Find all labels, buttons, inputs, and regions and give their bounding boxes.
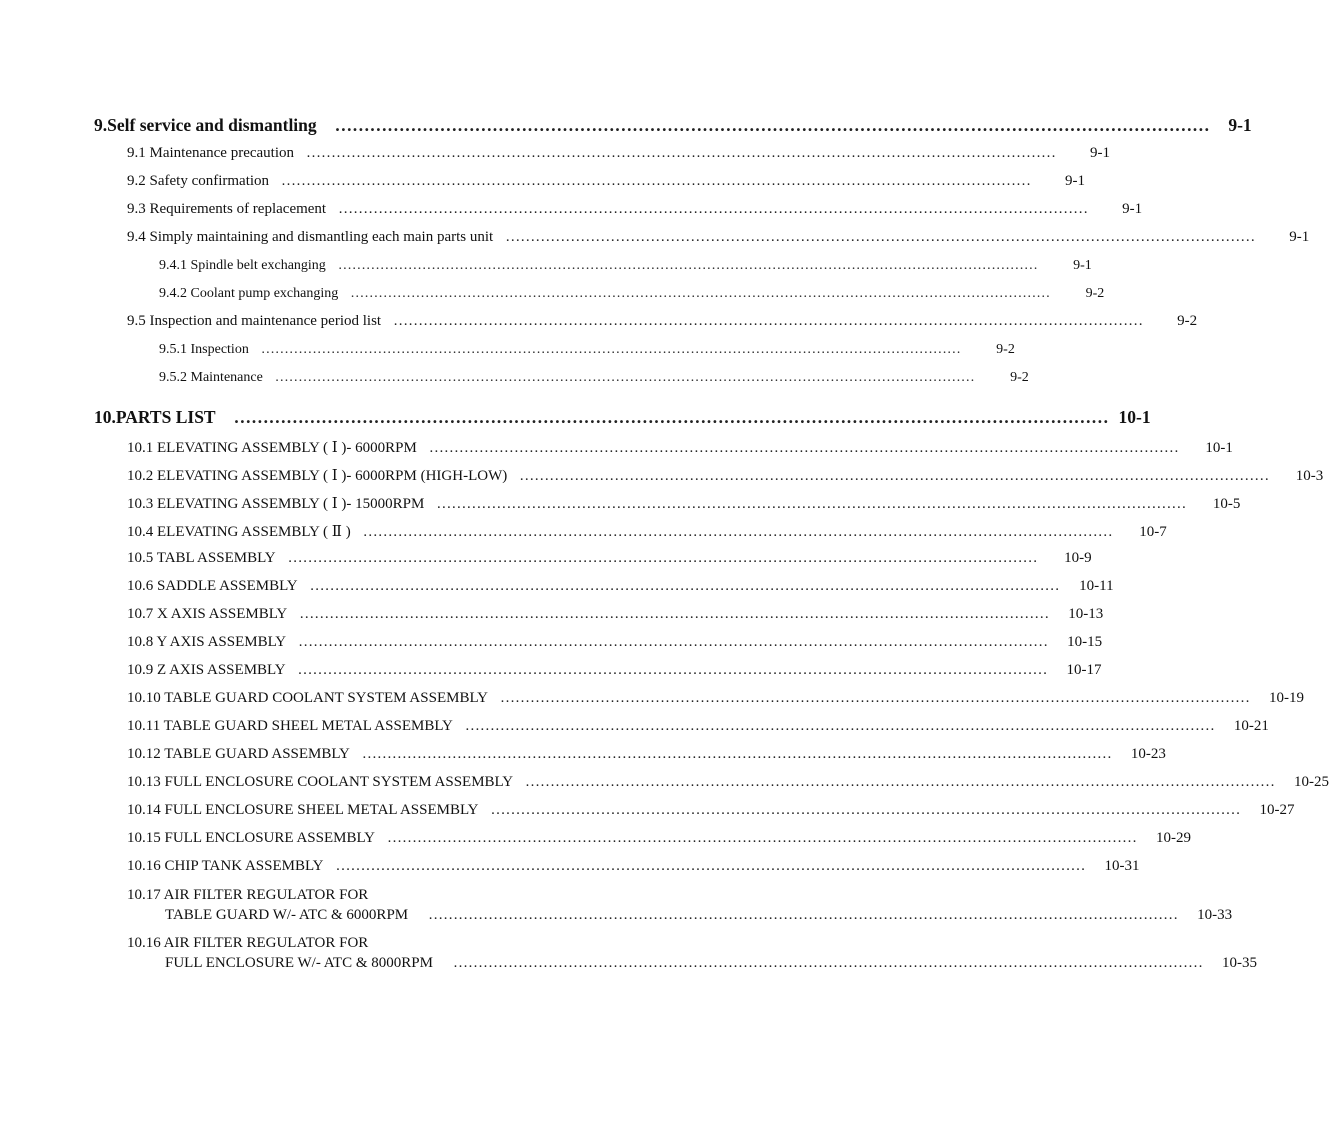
dot-leader: …………………………………………………………………………………………………………………………………… xyxy=(452,955,1203,971)
page-number: 10-17 xyxy=(1066,662,1102,678)
toc-entry[interactable] xyxy=(127,690,1304,707)
entry-title: 10.16 CHIP TANK ASSEMBLY xyxy=(127,858,324,874)
toc-entry[interactable] xyxy=(127,830,1191,847)
page-number: 10-13 xyxy=(1068,606,1104,622)
entry-title: 10.2 ELEVATING ASSEMBLY ( Ⅰ )- 6000RPM (HIGH-LOW) xyxy=(127,468,508,484)
toc-entry[interactable] xyxy=(127,550,1092,567)
dot-leader: …………………………………………………………………………………………………………………………………… xyxy=(334,115,1210,135)
entry-title: 10.11 TABLE GUARD SHEEL METAL ASSEMBLY xyxy=(127,718,453,734)
chapter-title: PARTS LIST xyxy=(115,407,216,427)
entry-title: 10.3 ELEVATING ASSEMBLY ( Ⅰ )- 15000RPM xyxy=(127,496,425,512)
page-number: 10-1 xyxy=(1118,407,1151,427)
entry-title: 10.12 TABLE GUARD ASSEMBLY xyxy=(127,746,350,762)
entry-title: 10.14 FULL ENCLOSURE SHEEL METAL ASSEMBLY xyxy=(127,802,479,818)
toc-subentry[interactable] xyxy=(159,258,1092,274)
page-number: 9-2 xyxy=(1085,286,1105,301)
toc-entry[interactable] xyxy=(127,313,1198,330)
entry-title: 9.5.1 Inspection xyxy=(159,342,249,357)
toc-entry[interactable] xyxy=(127,466,1324,485)
entry-title: 10.4 ELEVATING ASSEMBLY ( Ⅱ ) xyxy=(127,524,351,540)
toc-entry[interactable] xyxy=(127,201,1143,218)
toc-entry[interactable] xyxy=(127,494,1241,513)
toc-chapter-9[interactable] xyxy=(94,115,1252,136)
dot-leader: …………………………………………………………………………………………………………………………………… xyxy=(490,802,1241,818)
toc-entry[interactable] xyxy=(127,606,1104,623)
page-number: 9-2 xyxy=(1010,370,1029,385)
dot-leader: …………………………………………………………………………………………………………………………………… xyxy=(337,258,1038,273)
entry-title-continued-row xyxy=(127,905,1233,925)
entry-title-continued: FULL ENCLOSURE W/- ATC & 8000RPM xyxy=(165,955,433,971)
dot-leader: …………………………………………………………………………………………………………………………………… xyxy=(299,606,1050,622)
toc-entry[interactable] xyxy=(127,522,1167,541)
page-number: 10-21 xyxy=(1233,718,1269,734)
toc-subentry[interactable] xyxy=(159,286,1105,302)
toc-entry[interactable] xyxy=(127,662,1102,679)
toc-entry[interactable] xyxy=(127,774,1329,791)
toc-subentry[interactable] xyxy=(159,370,1029,386)
toc-entry[interactable] xyxy=(127,634,1103,651)
dot-leader: …………………………………………………………………………………………………………………………………… xyxy=(499,690,1250,706)
entry-title: 10.17 AIR FILTER REGULATOR FOR xyxy=(127,887,369,903)
page-number: 10-5 xyxy=(1212,496,1241,512)
page-number: 10-23 xyxy=(1130,746,1166,762)
dot-leader: …………………………………………………………………………………………………………………………………… xyxy=(274,370,975,385)
toc-entry[interactable] xyxy=(127,858,1140,875)
dot-leader: …………………………………………………………………………………………………………………………………… xyxy=(428,440,1179,456)
entry-title: 9.3 Requirements of replacement xyxy=(127,201,327,217)
page-number: 9-2 xyxy=(1177,313,1198,329)
page-number: 10-31 xyxy=(1104,858,1140,874)
entry-title-continued-row xyxy=(127,953,1257,973)
dot-leader: …………………………………………………………………………………………………………………………………… xyxy=(436,496,1187,512)
toc-entry[interactable] xyxy=(127,578,1114,595)
chapter-title: Self service and dismantling xyxy=(107,115,317,135)
entry-title: 10.10 TABLE GUARD COOLANT SYSTEM ASSEMBLY xyxy=(127,690,488,706)
page-number: 10-25 xyxy=(1294,774,1329,790)
dot-leader: …………………………………………………………………………………………………………………………………… xyxy=(393,313,1144,329)
dot-leader: …………………………………………………………………………………………………………………………………… xyxy=(464,718,1215,734)
toc-entry[interactable] xyxy=(127,438,1233,457)
toc-entry[interactable] xyxy=(127,746,1166,763)
entry-title: 10.8 Y AXIS ASSEMBLY xyxy=(127,634,287,650)
toc-entry[interactable] xyxy=(127,802,1295,819)
dot-leader: …………………………………………………………………………………………………………………………………… xyxy=(350,286,1051,301)
entry-title: 10.1 ELEVATING ASSEMBLY ( Ⅰ )- 6000RPM xyxy=(127,440,417,456)
page-number: 10-33 xyxy=(1197,907,1233,923)
dot-leader: …………………………………………………………………………………………………………………………………… xyxy=(260,342,961,357)
toc-entry[interactable] xyxy=(127,145,1111,162)
page-number: 10-15 xyxy=(1067,634,1103,650)
page-number: 10-19 xyxy=(1268,690,1304,706)
entry-title: 9.1 Maintenance precaution xyxy=(127,145,295,161)
page-number: 10-35 xyxy=(1221,955,1257,971)
toc-entry-multiline[interactable] xyxy=(127,933,1257,973)
chapter-number: 9. xyxy=(94,115,108,135)
page-number: 10-3 xyxy=(1295,468,1324,484)
entry-title: 9.4.2 Coolant pump exchanging xyxy=(159,286,339,301)
toc-entry[interactable] xyxy=(127,229,1310,246)
entry-title: 9.5.2 Maintenance xyxy=(159,370,263,385)
entry-title: 9.4.1 Spindle belt exchanging xyxy=(159,258,326,273)
toc-subentry[interactable] xyxy=(159,342,1015,358)
toc-entry[interactable] xyxy=(127,718,1269,735)
dot-leader: …………………………………………………………………………………………………………………………………… xyxy=(386,830,1137,846)
page-number: 9-1 xyxy=(1073,258,1092,273)
entry-title: 9.4 Simply maintaining and dismantling each main parts unit xyxy=(127,229,494,245)
dot-leader: …………………………………………………………………………………………………………………………………… xyxy=(505,229,1256,245)
dot-leader: …………………………………………………………………………………………………………………………………… xyxy=(281,173,1032,189)
entry-title: 10.13 FULL ENCLOSURE COOLANT SYSTEM ASSEMBLY xyxy=(127,774,514,790)
dot-leader: …………………………………………………………………………………………………………………………………… xyxy=(233,407,1109,427)
toc-chapter-10[interactable] xyxy=(94,407,1151,428)
page-number: 10-29 xyxy=(1155,830,1191,846)
dot-leader: …………………………………………………………………………………………………………………………………… xyxy=(525,774,1276,790)
dot-leader: …………………………………………………………………………………………………………………………………… xyxy=(298,634,1049,650)
dot-leader: …………………………………………………………………………………………………………………………………… xyxy=(362,524,1113,540)
dot-leader: …………………………………………………………………………………………………………………………………… xyxy=(428,907,1179,923)
dot-leader: …………………………………………………………………………………………………………………………………… xyxy=(287,550,1038,566)
page-number: 9-1 xyxy=(1065,173,1086,189)
dot-leader: …………………………………………………………………………………………………………………………………… xyxy=(519,468,1270,484)
page-number: 9-1 xyxy=(1122,201,1143,217)
dot-leader: …………………………………………………………………………………………………………………………………… xyxy=(338,201,1089,217)
entry-title-continued: TABLE GUARD W/- ATC & 6000RPM xyxy=(165,907,409,923)
entry-title: 10.5 TABL ASSEMBLY xyxy=(127,550,276,566)
entry-title: 9.5 Inspection and maintenance period list xyxy=(127,313,382,329)
page-number: 10-11 xyxy=(1079,578,1114,594)
page-number: 10-1 xyxy=(1205,440,1233,456)
dot-leader: …………………………………………………………………………………………………………………………………… xyxy=(361,746,1112,762)
entry-title: 10.7 X AXIS ASSEMBLY xyxy=(127,606,288,622)
page-number: 9-1 xyxy=(1090,145,1111,161)
dot-leader: …………………………………………………………………………………………………………………………………… xyxy=(306,145,1057,161)
page-number: 10-27 xyxy=(1259,802,1295,818)
toc-entry-multiline[interactable] xyxy=(127,885,1233,925)
page-number: 9-1 xyxy=(1289,229,1310,245)
page-number: 9-1 xyxy=(1228,115,1252,135)
entry-title: 10.6 SADDLE ASSEMBLY xyxy=(127,578,298,594)
dot-leader: …………………………………………………………………………………………………………………………………… xyxy=(309,578,1060,594)
dot-leader: …………………………………………………………………………………………………………………………………… xyxy=(297,662,1048,678)
entry-title: 10.15 FULL ENCLOSURE ASSEMBLY xyxy=(127,830,375,846)
page-number: 9-2 xyxy=(996,342,1015,357)
toc-entry[interactable] xyxy=(127,173,1086,190)
entry-title: 9.2 Safety confirmation xyxy=(127,173,270,189)
page-number: 10-9 xyxy=(1064,550,1092,566)
chapter-number: 10. xyxy=(94,407,116,427)
entry-title: 10.9 Z AXIS ASSEMBLY xyxy=(127,662,286,678)
page-number: 10-7 xyxy=(1139,524,1167,540)
dot-leader: …………………………………………………………………………………………………………………………………… xyxy=(335,858,1086,874)
entry-title: 10.16 AIR FILTER REGULATOR FOR xyxy=(127,935,369,951)
